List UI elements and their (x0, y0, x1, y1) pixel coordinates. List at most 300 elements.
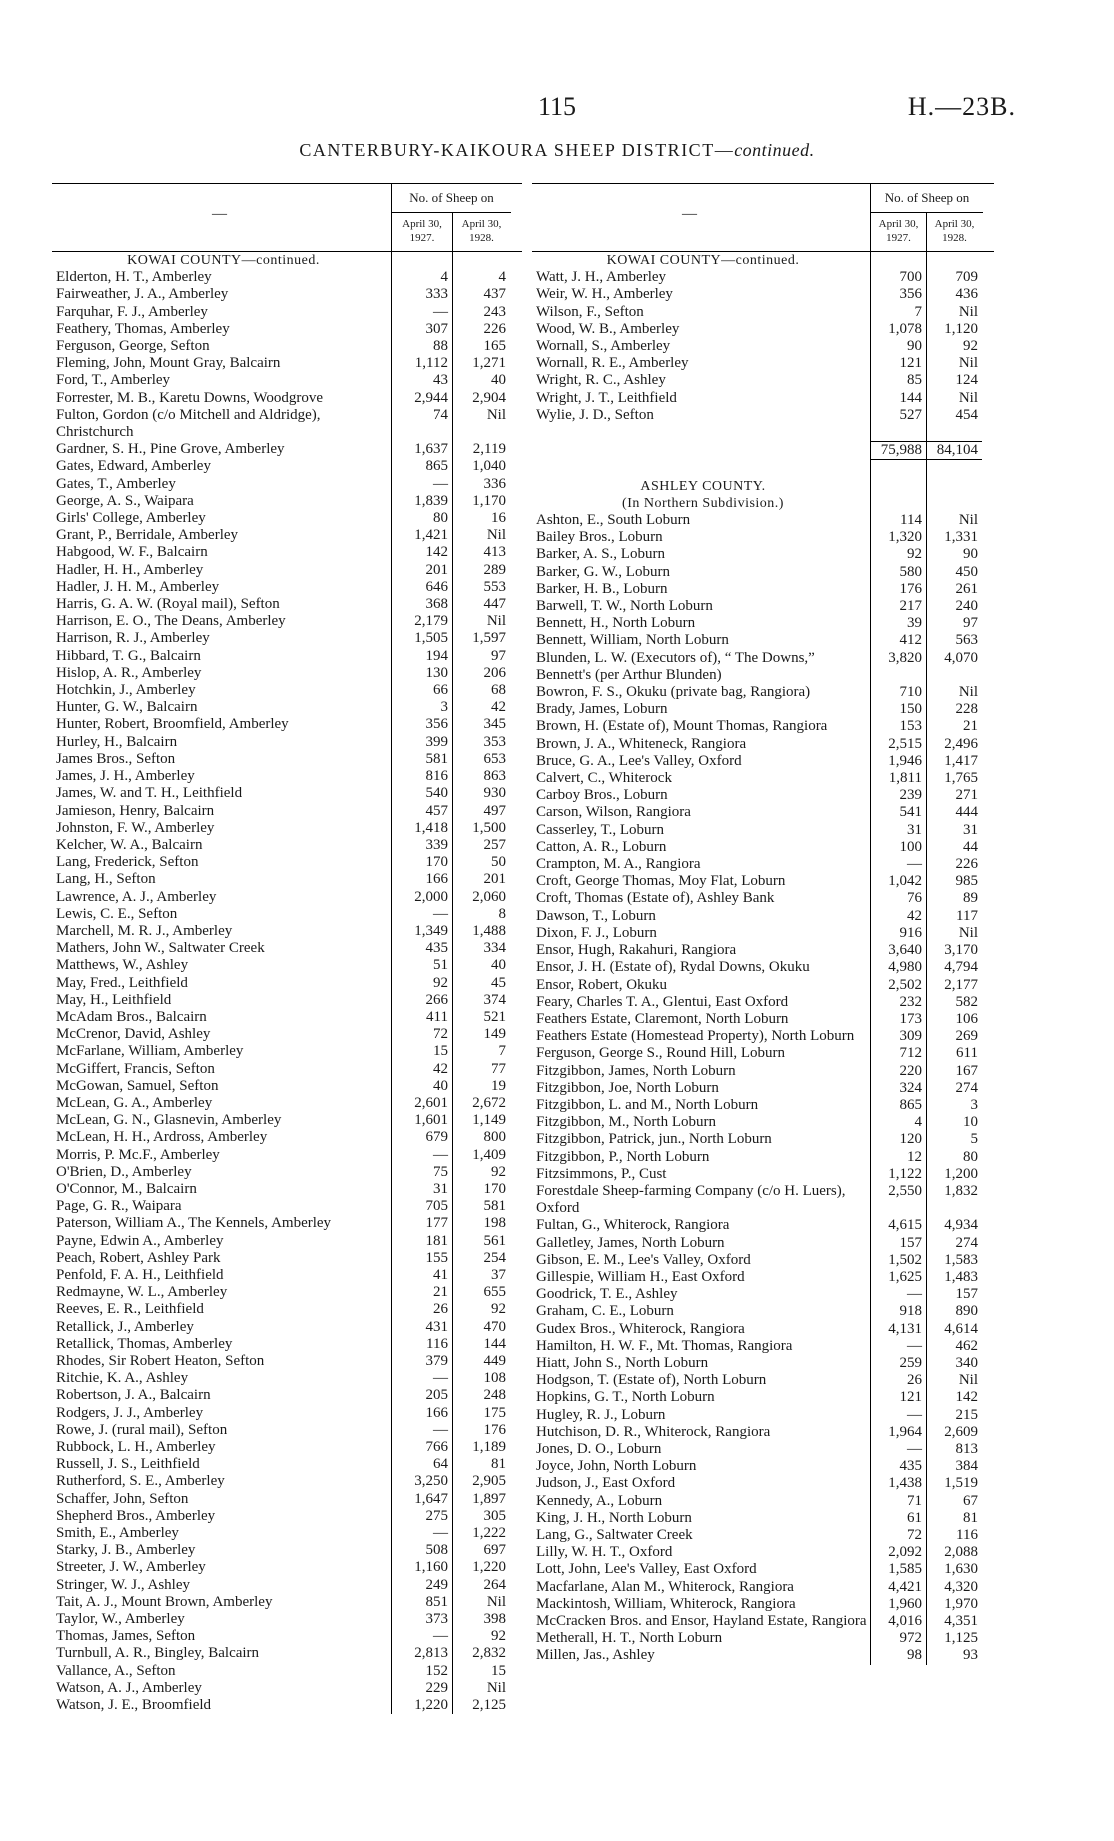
table-row (52, 785, 522, 802)
sheep-count-1927: 7 (870, 304, 926, 321)
table-row (532, 1011, 994, 1028)
sheep-count-1928: 16 (452, 510, 510, 527)
owner-name: Rodgers, J. J., Amberley (56, 1404, 204, 1421)
table-row (532, 977, 994, 994)
sheep-count-1927: 41 (391, 1267, 452, 1284)
sheep-count-1927: 1,601 (391, 1112, 452, 1129)
header-col-1927: April 30, 1927. (391, 213, 452, 251)
sheep-count-1928: 437 (452, 286, 510, 303)
spacer-row (532, 424, 994, 441)
sheep-count-1928: 89 (926, 890, 982, 907)
table-row (532, 1613, 994, 1630)
owner-name: Lang, H., Sefton (56, 871, 156, 888)
owner-name: James Bros., Sefton (56, 750, 176, 767)
owner-name: Fultan, G., Whiterock, Rangiora (536, 1217, 730, 1234)
sheep-count-1928: 117 (926, 908, 982, 925)
owner-name: Ferguson, George S., Round Hill, Loburn (536, 1045, 786, 1062)
owner-name: Catton, A. R., Loburn (536, 838, 667, 855)
owner-name: Ashton, E., South Loburn (536, 512, 691, 529)
sheep-count-1928: 4,934 (926, 1217, 982, 1234)
sheep-count-1927: 324 (870, 1080, 926, 1097)
table-row (52, 1456, 522, 1473)
owner-name: Hugley, R. J., Loburn (536, 1406, 666, 1423)
table-row (52, 1198, 522, 1215)
sheep-count-1927: 64 (391, 1456, 452, 1473)
sheep-count-1927: 26 (870, 1372, 926, 1389)
sheep-count-1928: 336 (452, 476, 510, 493)
sheep-count-1927: 142 (391, 544, 452, 561)
blank-cell (926, 478, 982, 495)
owner-name: Feathers Estate, Claremont, North Loburn (536, 1010, 789, 1027)
owner-name: Matthews, W., Ashley (56, 957, 189, 974)
sheep-count-1928: 3 (926, 1097, 982, 1114)
table-row (52, 1026, 522, 1043)
sheep-count-1928: 447 (452, 596, 510, 613)
owner-name: George, A. S., Waipara (56, 492, 194, 509)
owner-name: Hunter, Robert, Broomfield, Amberley (56, 716, 289, 733)
owner-name: Hibbard, T. G., Balcairn (56, 647, 201, 664)
sheep-count-1928: 4,320 (926, 1579, 982, 1596)
sheep-count-1927: 239 (870, 787, 926, 804)
table-row (52, 372, 522, 389)
table-row (532, 1149, 994, 1166)
owner-name: Fitzgibbon, M., North Loburn (536, 1114, 716, 1131)
sheep-count-1927: 4,615 (870, 1217, 926, 1234)
table-row (52, 1577, 522, 1594)
sheep-count-1928: 2,832 (452, 1645, 510, 1662)
table-row (532, 1475, 994, 1492)
owner-name: Retallick, Thomas, Amberley (56, 1335, 233, 1352)
sheep-count-1928: 97 (926, 615, 982, 632)
sheep-count-1927: 700 (870, 269, 926, 286)
table-row (52, 579, 522, 596)
table-row (532, 304, 994, 321)
table-row (52, 1095, 522, 1112)
owner-name: Wornall, R. E., Amberley (536, 355, 689, 372)
table-row (532, 632, 994, 649)
table-row (52, 613, 522, 630)
owner-name: Schaffer, John, Sefton (56, 1490, 189, 1507)
sheep-count-1927: 42 (391, 1061, 452, 1078)
table-row (52, 1336, 522, 1353)
owner-name: Gates, T., Amberley (56, 475, 176, 492)
sheep-count-1927: 379 (391, 1353, 452, 1370)
table-row (52, 1405, 522, 1422)
sheep-count-1927: 275 (391, 1508, 452, 1525)
owner-name: Starky, J. B., Amberley (56, 1542, 196, 1559)
table-row (532, 598, 994, 615)
sheep-count-1927: 2,601 (391, 1095, 452, 1112)
sheep-count-1927: 1,349 (391, 923, 452, 940)
sheep-count-1927: 399 (391, 734, 452, 751)
owner-name: Hadler, J. H. M., Amberley (56, 578, 220, 595)
sheep-count-1927: 457 (391, 803, 452, 820)
blank-cell (870, 478, 926, 495)
sheep-count-1927: 712 (870, 1045, 926, 1062)
owner-name: Lawrence, A. J., Amberley (56, 888, 217, 905)
owner-name: Lang, G., Saltwater Creek (536, 1527, 693, 1543)
table-row (52, 1129, 522, 1146)
sheep-count-1928: 165 (452, 338, 510, 355)
owner-name: Forrester, M. B., Karetu Downs, Woodgrove (56, 389, 324, 406)
owner-name: Lewis, C. E., Sefton (56, 905, 178, 922)
sheep-count-1928: 1,271 (452, 355, 510, 372)
sheep-count-1927: 76 (870, 890, 926, 907)
sheep-count-1927: — (870, 1407, 926, 1424)
sheep-count-1928: 228 (926, 701, 982, 718)
table-row (52, 906, 522, 923)
owner-name: Peach, Robert, Ashley Park (56, 1249, 221, 1266)
owner-name: Page, G. R., Waipara (56, 1198, 182, 1215)
sheep-count-1928: 106 (926, 1011, 982, 1028)
table-row (532, 546, 994, 563)
table-row (52, 1645, 522, 1662)
sheep-count-1927: 541 (870, 804, 926, 821)
sheep-count-1928: 198 (452, 1215, 510, 1232)
sheep-count-1927: 368 (391, 596, 452, 613)
sheep-count-1928: 454 (926, 407, 982, 424)
table-row (52, 544, 522, 561)
table-row (52, 1215, 522, 1232)
table-row (532, 581, 994, 598)
sheep-count-1928: 413 (452, 544, 510, 561)
sheep-count-1927: 4,421 (870, 1579, 926, 1596)
owner-name: Brown, H. (Estate of), Mount Thomas, Rangiora (536, 718, 828, 735)
sheep-count-1927: 1,647 (391, 1491, 452, 1508)
owner-name: Rutherford, S. E., Amberley (56, 1473, 225, 1490)
sheep-count-1928: Nil (452, 1680, 510, 1697)
sheep-count-1928: 157 (926, 1286, 982, 1303)
owner-name: Fitzgibbon, P., North Loburn (536, 1148, 710, 1165)
owner-name: Gudex Bros., Whiterock, Rangiora (536, 1320, 745, 1337)
sheep-count-1927: 12 (870, 1149, 926, 1166)
sheep-count-1927: 2,944 (391, 390, 452, 407)
sheep-count-1927: 431 (391, 1319, 452, 1336)
header-group-label: No. of Sheep on (391, 184, 511, 213)
sheep-count-1928: 398 (452, 1611, 510, 1628)
table-row (52, 1284, 522, 1301)
table-row (532, 1493, 994, 1510)
sheep-count-1927: 31 (391, 1181, 452, 1198)
sheep-count-1927: 1,220 (391, 1697, 452, 1714)
sheep-count-1927: 31 (870, 822, 926, 839)
sheep-count-1928: 1,170 (452, 493, 510, 510)
table-row (52, 1594, 522, 1611)
owner-name: Wood, W. B., Amberley (536, 320, 680, 337)
owner-name: Feathers Estate (Homestead Property), North Loburn (536, 1028, 855, 1045)
owner-name: Fitzgibbon, Patrick, jun., North Loburn (536, 1131, 772, 1148)
sheep-count-1928: 709 (926, 269, 982, 286)
table-row (532, 1028, 994, 1045)
total-1928: 84,104 (926, 441, 982, 460)
sheep-count-1928: 582 (926, 994, 982, 1011)
sheep-count-1928: 124 (926, 372, 982, 389)
owner-name: Watt, J. H., Amberley (536, 269, 667, 286)
owner-name: Barker, A. S., Loburn (536, 546, 665, 563)
sheep-count-1927: 166 (391, 1405, 452, 1422)
sheep-count-1927: 1,585 (870, 1561, 926, 1578)
right-table-header (532, 183, 994, 252)
table-row (532, 615, 994, 632)
table-row (532, 1063, 994, 1080)
sheep-count-1927: — (391, 476, 452, 493)
table-row (52, 407, 522, 441)
sheep-count-1927: 1,438 (870, 1475, 926, 1492)
section-heading (532, 252, 994, 269)
table-row (532, 1544, 994, 1561)
sheep-count-1927: 1,502 (870, 1252, 926, 1269)
sheep-count-1928: 10 (926, 1114, 982, 1131)
table-row (52, 1387, 522, 1404)
sheep-count-1927: 1,421 (391, 527, 452, 544)
sheep-count-1927: 816 (391, 768, 452, 785)
sheep-count-1928: Nil (926, 355, 982, 372)
owner-name: Fitzgibbon, L. and M., North Loburn (536, 1096, 759, 1113)
sheep-count-1927: 1,122 (870, 1166, 926, 1183)
table-row (52, 1422, 522, 1439)
sheep-count-1927: 851 (391, 1594, 452, 1611)
page-number: 115 (537, 92, 577, 121)
sheep-count-1928: 261 (926, 581, 982, 598)
table-row (532, 529, 994, 546)
sheep-count-1928: 248 (452, 1387, 510, 1404)
blank-cell (926, 460, 982, 477)
sheep-count-1927: 412 (870, 632, 926, 649)
sheep-count-1927: 435 (391, 940, 452, 957)
owner-name: Reeves, E. R., Leithfield (56, 1301, 204, 1318)
sheep-count-1927: 540 (391, 785, 452, 802)
sheep-count-1927: 155 (391, 1250, 452, 1267)
owner-name: Hiatt, John S., North Loburn (536, 1354, 709, 1371)
sheep-count-1928: Nil (926, 390, 982, 407)
blank-cell (532, 460, 870, 477)
owner-name: Wornall, S., Amberley (536, 338, 671, 355)
table-row (532, 1097, 994, 1114)
sheep-count-1928: 305 (452, 1508, 510, 1525)
sheep-count-1927: 259 (870, 1355, 926, 1372)
table-row (52, 1319, 522, 1336)
sheep-count-1928: 201 (452, 871, 510, 888)
sheep-count-1927: 88 (391, 338, 452, 355)
section-heading (532, 495, 994, 512)
owner-name: Brady, James, Loburn (536, 701, 668, 718)
owner-name: Kennedy, A., Loburn (536, 1492, 663, 1509)
sheep-count-1927: 2,000 (391, 889, 452, 906)
owner-name: Millen, Jas., Ashley (536, 1647, 655, 1664)
right-table (532, 183, 994, 1665)
sheep-count-1927: 144 (870, 390, 926, 407)
owner-name: Taylor, W., Amberley (56, 1611, 185, 1628)
blank-cell (452, 252, 510, 269)
sheep-count-1927: 114 (870, 512, 926, 529)
table-row (532, 1527, 994, 1544)
owner-name: McGowan, Samuel, Sefton (56, 1077, 219, 1094)
sheep-count-1928: 985 (926, 873, 982, 890)
table-row (52, 992, 522, 1009)
table-row (532, 1252, 994, 1269)
left-table (52, 183, 522, 1714)
sheep-count-1928: 97 (452, 648, 510, 665)
table-row (532, 684, 994, 701)
table-row (52, 803, 522, 820)
sheep-count-1928: 1,220 (452, 1559, 510, 1576)
owner-name: Ritchie, K. A., Ashley (56, 1370, 189, 1387)
table-row (52, 596, 522, 613)
sheep-count-1928: 90 (926, 546, 982, 563)
sheep-count-1927: 3,250 (391, 1473, 452, 1490)
blank-cell (926, 424, 982, 441)
sheep-count-1928: 1,832 (926, 1183, 982, 1217)
sheep-count-1927: 43 (391, 372, 452, 389)
sheep-count-1928: 81 (452, 1456, 510, 1473)
sheep-count-1927: 173 (870, 1011, 926, 1028)
sheep-count-1927: 92 (870, 546, 926, 563)
sheep-count-1927: 411 (391, 1009, 452, 1026)
owner-name: Brown, J. A., Whiteneck, Rangiora (536, 735, 747, 752)
sheep-count-1927: — (391, 1147, 452, 1164)
title-continued: continued. (734, 140, 815, 160)
table-row (532, 718, 994, 735)
owner-name: Wright, J. T., Leithfield (536, 389, 677, 406)
sheep-count-1928: 449 (452, 1353, 510, 1370)
sheep-count-1928: 800 (452, 1129, 510, 1146)
owner-name: Forestdale Sheep-farming Company (c/o H. Luers), Oxford (536, 1182, 846, 1217)
owner-name: Harrison, R. J., Amberley (56, 630, 210, 647)
table-row (52, 1525, 522, 1542)
owner-name: Rubbock, L. H., Amberley (56, 1439, 216, 1456)
owner-name: Hopkins, G. T., North Loburn (536, 1389, 715, 1406)
owner-name: Casserley, T., Loburn (536, 821, 665, 838)
sheep-count-1927: 2,550 (870, 1183, 926, 1217)
sheep-count-1928: 353 (452, 734, 510, 751)
sheep-count-1928: 142 (926, 1389, 982, 1406)
sheep-count-1928: 15 (452, 1663, 510, 1680)
sheep-count-1928: 274 (926, 1080, 982, 1097)
sheep-count-1928: 81 (926, 1510, 982, 1527)
sheep-count-1927: 15 (391, 1043, 452, 1060)
table-row (532, 804, 994, 821)
sheep-count-1928: 2,609 (926, 1424, 982, 1441)
table-row (532, 736, 994, 753)
table-row (52, 630, 522, 647)
owner-name: Russell, J. S., Leithfield (56, 1456, 200, 1473)
table-row (52, 751, 522, 768)
table-row (532, 856, 994, 873)
sheep-count-1927: 150 (870, 701, 926, 718)
owner-name: Crampton, M. A., Rangiora (536, 856, 701, 873)
sheep-count-1928: 3,170 (926, 942, 982, 959)
table-row (532, 1045, 994, 1062)
sheep-count-1927: 1,505 (391, 630, 452, 647)
sheep-count-1927: 72 (391, 1026, 452, 1043)
table-row (532, 822, 994, 839)
owner-name: Ford, T., Amberley (56, 372, 171, 389)
owner-name: Ensor, J. H. (Estate of), Rydal Downs, Okuku (536, 959, 810, 976)
owner-name: Mackintosh, William, Whiterock, Rangiora (536, 1595, 796, 1612)
table-row (52, 1043, 522, 1060)
sheep-count-1927: 1,078 (870, 321, 926, 338)
sheep-count-1928: 215 (926, 1407, 982, 1424)
sheep-count-1928: 1,519 (926, 1475, 982, 1492)
table-row (532, 1355, 994, 1372)
sheep-count-1927: 166 (391, 871, 452, 888)
sheep-count-1927: 66 (391, 682, 452, 699)
sheep-count-1928: 1,200 (926, 1166, 982, 1183)
sheep-count-1928: 553 (452, 579, 510, 596)
owner-name: Graham, C. E., Loburn (536, 1303, 674, 1320)
owner-name: Wright, R. C., Ashley (536, 372, 666, 389)
owner-name: Retallick, J., Amberley (56, 1318, 194, 1335)
owner-name: Feary, Charles T. A., Glentui, East Oxford (536, 993, 789, 1010)
owner-name: Habgood, W. F., Balcairn (56, 544, 208, 561)
sheep-count-1928: 340 (926, 1355, 982, 1372)
sheep-count-1927: 307 (391, 321, 452, 338)
owner-name: Penfold, F. A. H., Leithfield (56, 1266, 224, 1283)
owner-name: Gibson, E. M., Lee's Valley, Oxford (536, 1251, 751, 1268)
owner-name: Barker, H. B., Loburn (536, 580, 668, 597)
sheep-count-1928: Nil (926, 925, 982, 942)
sheep-count-1927: — (870, 1338, 926, 1355)
sheep-count-1927: 85 (870, 372, 926, 389)
sheep-count-1928: 92 (452, 1628, 510, 1645)
owner-name: Hunter, G. W., Balcairn (56, 699, 198, 716)
table-row (52, 1078, 522, 1095)
table-row (52, 493, 522, 510)
table-row (52, 1559, 522, 1576)
table-row (532, 1321, 994, 1338)
table-row (52, 1250, 522, 1267)
blank-cell (926, 495, 982, 512)
sheep-count-1927: 205 (391, 1387, 452, 1404)
sheep-count-1927: 339 (391, 837, 452, 854)
owner-name: McFarlane, William, Amberley (56, 1043, 244, 1060)
table-row (532, 1269, 994, 1286)
sheep-count-1927: 1,960 (870, 1596, 926, 1613)
owner-name: Watson, A. J., Amberley (56, 1679, 202, 1696)
sheep-count-1927: 3,640 (870, 942, 926, 959)
owner-name: Dixon, F. J., Loburn (536, 924, 657, 941)
table-row (52, 665, 522, 682)
sheep-count-1928: 813 (926, 1441, 982, 1458)
sheep-count-1927: 1,625 (870, 1269, 926, 1286)
owner-name: McGiffert, Francis, Sefton (56, 1060, 215, 1077)
sheep-count-1928: Nil (926, 304, 982, 321)
table-row (52, 1508, 522, 1525)
table-row (52, 648, 522, 665)
header-col-1928: April 30, 1928. (452, 213, 510, 251)
sheep-count-1927: 1,637 (391, 441, 452, 458)
sheep-count-1928: 444 (926, 804, 982, 821)
header-col-1927: April 30, 1927. (870, 213, 926, 251)
table-row (532, 787, 994, 804)
table-row (52, 1112, 522, 1129)
sheep-count-1928: 4,351 (926, 1613, 982, 1630)
owner-name: Payne, Edwin A., Amberley (56, 1232, 224, 1249)
table-row (532, 1114, 994, 1131)
sheep-count-1927: 1,946 (870, 753, 926, 770)
sheep-count-1927: 2,515 (870, 736, 926, 753)
owner-name: Jones, D. O., Loburn (536, 1440, 662, 1457)
sheep-count-1928: 44 (926, 839, 982, 856)
sheep-count-1927: 435 (870, 1458, 926, 1475)
document-reference: H.—23B. (907, 92, 1016, 121)
sheep-count-1927: 3 (391, 699, 452, 716)
sheep-count-1928: 271 (926, 787, 982, 804)
sheep-count-1928: 1,040 (452, 458, 510, 475)
header-dash: — (682, 206, 697, 222)
sheep-count-1927: 865 (870, 1097, 926, 1114)
table-row (532, 873, 994, 890)
